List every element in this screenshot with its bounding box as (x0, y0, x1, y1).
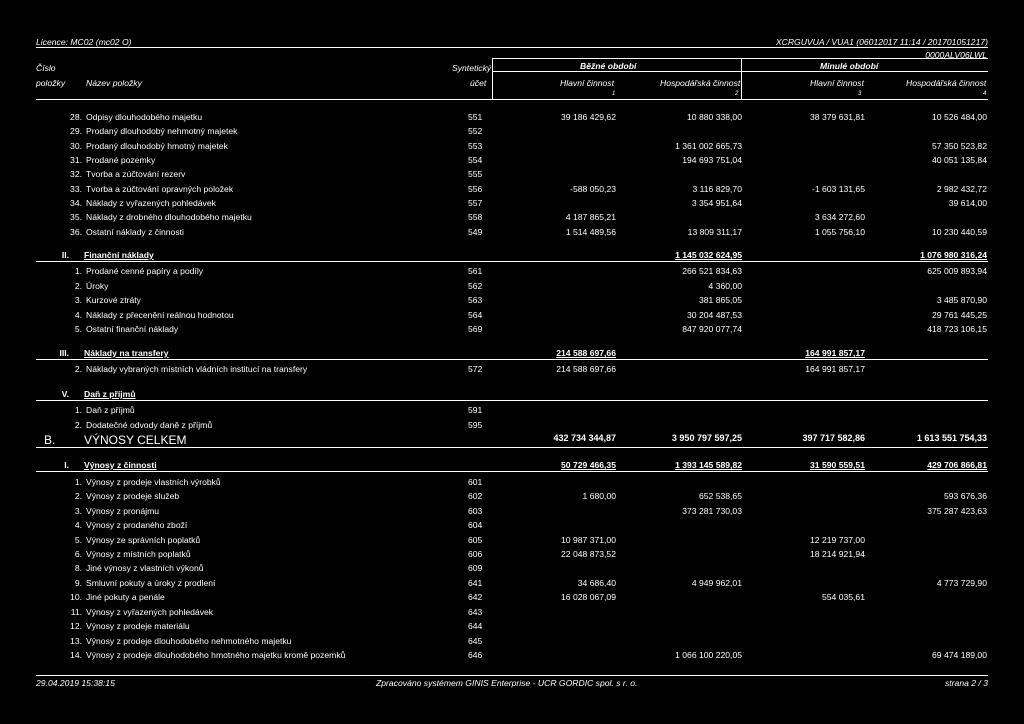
table-row (0, 621, 1024, 633)
value-previous-main: 18 214 921,94 (810, 549, 865, 559)
value-current-main: 1 680,00 (582, 491, 616, 501)
value-previous-economic: 1 613 551 754,33 (916, 433, 987, 443)
item-name: Náklady na transfery (84, 348, 169, 358)
table-row (0, 650, 1024, 662)
item-number: 1. (74, 477, 82, 487)
value-current-main: 214 588 697,66 (556, 364, 616, 374)
item-name: Jiné výnosy z vlastních výkonů (86, 563, 204, 573)
item-name: Výnosy z vyřazených pohledávek (86, 607, 214, 617)
value-current-economic: 373 281 730,03 (682, 506, 742, 516)
sub-hlavni-current: Hlavní činnost (560, 78, 614, 88)
col-header-polozky: položky (36, 78, 66, 88)
table-row (0, 405, 1024, 417)
account-number: 603 (468, 506, 483, 516)
account-number: 562 (468, 281, 483, 291)
account-number: 604 (468, 520, 483, 530)
account-number: 564 (468, 310, 483, 320)
table-row (0, 506, 1024, 518)
item-name: Finanční náklady (84, 250, 154, 260)
account-number: 606 (468, 549, 483, 559)
value-current-main: 10 987 371,00 (561, 535, 616, 545)
table-row (0, 212, 1024, 224)
value-previous-economic: 10 526 484,00 (932, 112, 987, 122)
account-number: 556 (468, 184, 483, 194)
item-name: Výnosy z prodaného zboží (86, 520, 188, 530)
value-previous-economic: 593 676,36 (943, 491, 987, 501)
account-number: 601 (468, 477, 483, 487)
item-number: I. (64, 460, 69, 470)
table-row (0, 169, 1024, 181)
value-current-economic: 13 809 311,17 (687, 227, 742, 237)
value-current-main: -588 050,23 (570, 184, 616, 194)
item-number: 28. (70, 112, 82, 122)
header-divider-period (741, 58, 742, 99)
value-previous-main: 397 717 582,86 (802, 433, 865, 443)
item-number: 2. (74, 420, 82, 430)
item-name: Daň z příjmů (84, 389, 136, 399)
value-current-economic: 3 116 829,70 (692, 184, 742, 194)
total-row (0, 433, 1024, 445)
value-previous-economic: 375 287 423,63 (927, 506, 987, 516)
item-number: 30. (70, 141, 82, 151)
value-previous-main: 3 634 272,60 (814, 212, 865, 222)
account-number: 549 (468, 227, 483, 237)
item-number: 11. (70, 607, 82, 617)
value-previous-main: 1 055 756,10 (814, 227, 865, 237)
value-current-main: 39 186 429,62 (561, 112, 616, 122)
account-number: 552 (468, 126, 483, 136)
account-number: 591 (468, 405, 483, 415)
sub-hosp-previous: Hospodářská činnost (906, 78, 987, 88)
value-current-economic: 4 949 962,01 (691, 578, 742, 588)
item-number: 2. (74, 491, 82, 501)
footer-page: strana 2 / 3 (945, 678, 988, 688)
table-row (0, 364, 1024, 376)
value-previous-economic: 4 773 729,90 (936, 578, 987, 588)
table-row (0, 592, 1024, 604)
item-number: 9. (74, 578, 82, 588)
value-previous-economic: 1 076 980 316,24 (920, 250, 987, 260)
value-previous-main: 164 991 857,17 (805, 364, 865, 374)
item-name: Prodaný dlouhodobý nehmotný majetek (86, 126, 238, 136)
value-previous-economic: 39 614,00 (948, 198, 987, 208)
period-previous: Minulé období (820, 61, 879, 71)
item-name: Úroky (86, 281, 109, 291)
item-number: 5. (74, 535, 82, 545)
item-name: Výnosy z místních poplatků (86, 549, 191, 559)
value-current-economic: 4 360,00 (708, 281, 742, 291)
item-name: Výnosy z pronájmu (86, 506, 160, 516)
account-number: 595 (468, 420, 483, 430)
table-row (0, 578, 1024, 590)
form-code: 0000ALV06LWL (925, 50, 987, 60)
table-row (0, 184, 1024, 196)
col-header-nazev: Název položky (86, 78, 142, 88)
item-number: 2. (74, 364, 82, 374)
section-rule (36, 359, 988, 360)
table-row (0, 112, 1024, 124)
table-row (0, 535, 1024, 547)
section-rule (36, 400, 988, 401)
value-current-main: 1 514 489,56 (565, 227, 616, 237)
account-number: 605 (468, 535, 483, 545)
item-number: 13. (70, 636, 82, 646)
item-number: 34. (70, 198, 82, 208)
value-previous-economic: 625 009 893,94 (927, 266, 987, 276)
value-current-economic: 381 865,05 (698, 295, 742, 305)
value-current-economic: 1 393 145 589,82 (675, 460, 742, 470)
account-number: 646 (468, 650, 483, 660)
value-previous-main: -1 603 131,65 (811, 184, 865, 194)
col-number-3: 3 (858, 91, 862, 97)
item-number: 12. (70, 621, 82, 631)
account-number: 641 (468, 578, 483, 588)
item-name: Náklady z drobného dlouhodobého majetku (86, 212, 252, 222)
section-rule (36, 471, 988, 472)
col-header-ucet: účet (470, 78, 487, 88)
value-previous-economic: 418 723 106,15 (927, 324, 987, 334)
account-number: 569 (468, 324, 483, 334)
footer-datetime: 29.04.2019 15:38:15 (36, 678, 115, 688)
footer-rule (36, 675, 988, 676)
item-number: 1. (74, 266, 82, 276)
item-name: Výnosy z prodeje materiálu (86, 621, 190, 631)
table-row (0, 227, 1024, 239)
item-name: Výnosy z prodeje vlastních výrobků (86, 477, 221, 487)
item-number: 29. (70, 126, 82, 136)
item-name: Jiné pokuty a penále (86, 592, 165, 602)
header-divider-account (492, 58, 493, 99)
item-number: 6. (74, 549, 82, 559)
value-previous-economic: 10 230 440,59 (932, 227, 987, 237)
item-number: 10. (70, 592, 82, 602)
account-number: 572 (468, 364, 483, 374)
item-name: Ostatní finanční náklady (86, 324, 179, 334)
value-current-economic: 30 204 487,53 (687, 310, 742, 320)
value-current-main: 4 187 865,21 (565, 212, 616, 222)
item-name: Kurzové ztráty (86, 295, 141, 305)
licence-text: Licence: MC02 (mc02 O) (36, 37, 132, 47)
period-rule-top (492, 58, 988, 59)
item-name: Prodané cenné papíry a podíly (86, 266, 204, 276)
value-previous-economic: 69 474 189,00 (932, 650, 987, 660)
table-row (0, 266, 1024, 278)
item-name: Výnosy ze správních poplatků (86, 535, 201, 545)
item-name: Ostatní náklady z činnosti (86, 227, 184, 237)
item-number: 2. (74, 281, 82, 291)
account-number: 554 (468, 155, 483, 165)
account-number: 643 (468, 607, 483, 617)
value-current-main: 214 588 697,66 (556, 348, 616, 358)
item-name: Odpisy dlouhodobého majetku (86, 112, 203, 122)
footer-processed-by: Zpracováno systémem GINIS Enterprise - UCR GORDIC spol. s r. o. (376, 678, 638, 688)
item-name: Výnosy z prodeje dlouhodobého nehmotného majetku (86, 636, 292, 646)
item-number: 8. (74, 563, 82, 573)
item-number: B. (44, 433, 56, 447)
value-previous-main: 164 991 857,17 (805, 348, 865, 358)
item-name: VÝNOSY CELKEM (84, 433, 187, 447)
value-current-main: 50 729 466,35 (561, 460, 616, 470)
table-row (0, 295, 1024, 307)
table-row (0, 281, 1024, 293)
section-rule (36, 261, 988, 262)
item-number: 5. (74, 324, 82, 334)
value-previous-main: 31 590 559,51 (810, 460, 865, 470)
value-previous-economic: 2 982 432,72 (936, 184, 987, 194)
value-current-economic: 10 880 338,00 (687, 112, 742, 122)
item-number: 4. (74, 520, 82, 530)
account-number: 609 (468, 563, 483, 573)
value-current-economic: 1 361 002 665,73 (675, 141, 742, 151)
item-name: Výnosy z činnosti (84, 460, 157, 470)
value-current-economic: 847 920 077,74 (682, 324, 742, 334)
account-number: 602 (468, 491, 483, 501)
value-current-main: 34 686,40 (577, 578, 616, 588)
item-number: III. (59, 348, 69, 358)
table-row (0, 310, 1024, 322)
value-current-economic: 194 693 751,04 (682, 155, 742, 165)
table-row (0, 324, 1024, 336)
account-number: 642 (468, 592, 483, 602)
item-name: Náklady z vyřazených pohledávek (86, 198, 216, 208)
value-current-economic: 3 950 797 597,25 (671, 433, 742, 443)
col-header-cislo: Číslo (36, 63, 56, 73)
col-number-2: 2 (735, 91, 739, 97)
item-number: 1. (74, 405, 82, 415)
item-name: Tvorba a zúčtování rezerv (86, 169, 186, 179)
item-name: Daň z příjmů (86, 405, 135, 415)
period-rule-mid (492, 71, 988, 72)
table-row (0, 491, 1024, 503)
account-number: 563 (468, 295, 483, 305)
table-row (0, 141, 1024, 153)
item-name: Prodaný dlouhodobý hmotný majetek (86, 141, 228, 151)
item-number: 33. (70, 184, 82, 194)
table-row (0, 636, 1024, 648)
value-previous-economic: 3 485 870,90 (936, 295, 987, 305)
table-row (0, 420, 1024, 432)
value-current-main: 432 734 344,87 (553, 433, 616, 443)
item-name: Prodané pozemky (86, 155, 156, 165)
table-row (0, 607, 1024, 619)
table-row (0, 520, 1024, 532)
account-number: 555 (468, 169, 483, 179)
item-number: 35. (70, 212, 82, 222)
item-number: 4. (74, 310, 82, 320)
value-current-economic: 266 521 834,63 (682, 266, 742, 276)
item-number: 3. (74, 506, 82, 516)
account-number: 645 (468, 636, 483, 646)
col-number-4: 4 (983, 91, 987, 97)
header-rule-top (36, 47, 988, 48)
value-current-economic: 1 066 100 220,05 (675, 650, 742, 660)
account-number: 644 (468, 621, 483, 631)
account-number: 561 (468, 266, 483, 276)
account-number: 551 (468, 112, 483, 122)
value-previous-economic: 429 706 866,81 (927, 460, 987, 470)
sub-hlavni-previous: Hlavní činnost (810, 78, 864, 88)
table-row (0, 126, 1024, 138)
table-row (0, 477, 1024, 489)
value-previous-main: 38 379 631,81 (810, 112, 865, 122)
account-number: 553 (468, 141, 483, 151)
section-rule (36, 447, 988, 448)
item-name: Tvorba a zúčtování opravných položek (86, 184, 234, 194)
item-number: 14. (70, 650, 82, 660)
item-name: Výnosy z prodeje dlouhodobého hmotného majetku kromě pozemků (86, 650, 346, 660)
report-id: XCRGUVUA / VUA1 (06012017 11:14 / 201701051217) (775, 37, 988, 47)
item-name: Náklady z přecenění reálnou hodnotou (86, 310, 234, 320)
item-number: 31. (70, 155, 82, 165)
item-number: II. (61, 250, 69, 260)
col-number-1: 1 (612, 91, 616, 97)
value-previous-main: 554 035,61 (821, 592, 865, 602)
period-current: Běžné období (580, 61, 637, 71)
value-current-main: 16 028 067,09 (561, 592, 616, 602)
table-row (0, 198, 1024, 210)
value-previous-economic: 29 761 445,25 (932, 310, 987, 320)
item-name: Smluvní pokuty a úroky z prodlení (86, 578, 216, 588)
item-number: V. (61, 389, 69, 399)
item-number: 36. (70, 227, 82, 237)
value-previous-economic: 40 051 135,84 (932, 155, 987, 165)
value-current-economic: 3 354 951,64 (691, 198, 742, 208)
account-number: 558 (468, 212, 483, 222)
item-name: Výnosy z prodeje služeb (86, 491, 180, 501)
table-row (0, 549, 1024, 561)
item-number: 32. (70, 169, 82, 179)
sub-hosp-current: Hospodářská činnost (660, 78, 741, 88)
value-current-economic: 652 538,65 (698, 491, 742, 501)
col-header-synteticky: Syntetický (452, 63, 492, 73)
value-previous-main: 12 219 737,00 (810, 535, 865, 545)
item-name: Náklady vybraných místních vládních institucí na transfery (86, 364, 308, 374)
item-name: Dodatečné odvody daně z příjmů (86, 420, 213, 430)
value-current-main: 22 048 873,52 (561, 549, 616, 559)
account-number: 557 (468, 198, 483, 208)
value-current-economic: 1 145 032 624,95 (675, 250, 742, 260)
item-number: 3. (74, 295, 82, 305)
table-row (0, 155, 1024, 167)
table-row (0, 563, 1024, 575)
header-rule-bottom (36, 99, 988, 100)
value-previous-economic: 57 350 523,82 (932, 141, 987, 151)
